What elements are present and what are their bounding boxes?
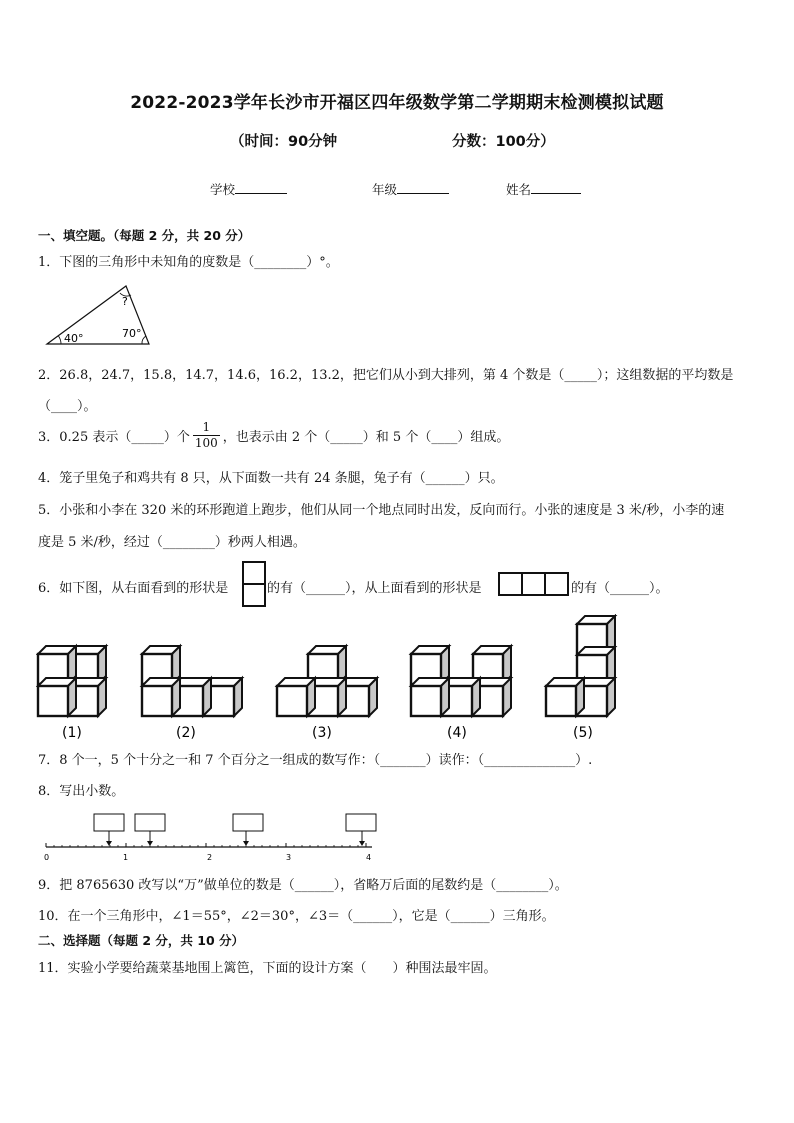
question-11: 11．实验小学要给蔬菜基地围上篱笆，下面的设计方案（ ）种围法最牢固。 (38, 961, 497, 976)
angle-label-40: 40° (64, 332, 84, 345)
exam-time: （时间：90分钟 (230, 134, 338, 150)
cube-figures (36, 614, 626, 744)
question-3-post: ，也表示由 2 个（_____）和 5 个（____）组成。 (222, 430, 510, 445)
question-2-line-2: （____）。 (38, 399, 97, 414)
section-2-heading: 二、选择题（每题 2 分，共 10 分） (38, 933, 245, 948)
question-5-line-1: 5．小张和小李在 320 米的环形跑道上跑步，他们从同一个地点同时出发，反向而行。小张的速度是 3 米/秒，小李的速 (38, 503, 725, 518)
question-6-part-1: 6．如下图，从右面看到的形状是 (38, 581, 229, 596)
figure-2 (142, 646, 242, 716)
top-view-square-1 (499, 573, 522, 595)
grade-blank (397, 181, 449, 194)
question-4: 4．笼子里兔子和鸡共有 8 只，从下面数一共有 24 条腿，兔子有（______）只。 (38, 471, 504, 486)
answer-box-4 (346, 814, 376, 846)
figure-label-3: (3) (312, 725, 332, 741)
figure-label-2: (2) (176, 725, 196, 741)
fraction-denominator: 100 (194, 436, 218, 450)
section-1-heading: 一、填空题。（每题 2 分，共 20 分） (38, 228, 251, 243)
exam-score: 分数：100分） (452, 134, 555, 150)
fraction-numerator: 1 (193, 420, 220, 436)
grade-label: 年级 (372, 182, 398, 197)
tick-label-2: 2 (207, 853, 213, 862)
question-9: 9．把 8765630 改写以“万”做单位的数是（______），省略万后面的尾数约是（________）。 (38, 878, 568, 893)
angle-arc-left (59, 336, 62, 344)
question-8: 8．写出小数。 (38, 784, 125, 799)
question-2-line-1: 2．26.8，24.7，15.8，14.7，14.6，16.2，13.2，把它们从小到大排列，第 4 个数是（_____）；这组数据的平均数是 (38, 368, 734, 383)
question-1: 1．下图的三角形中未知角的度数是（________）°。 (38, 255, 339, 270)
angle-label-unknown: ? (122, 295, 128, 308)
answer-box-2 (135, 814, 165, 846)
number-line-figure (40, 810, 380, 864)
side-view-shape (241, 560, 267, 610)
figure-5 (546, 616, 615, 716)
top-view-square-2 (522, 573, 545, 595)
number-line-ticks (46, 843, 366, 847)
grade-field (372, 180, 449, 198)
angle-arc-right (142, 336, 146, 344)
tick-label-4: 4 (366, 853, 372, 862)
fraction (193, 420, 220, 451)
school-field (210, 180, 287, 198)
question-6-part-2: 的有（______），从上面看到的形状是 (267, 581, 482, 596)
school-label: 学校 (210, 182, 236, 197)
figure-label-5: (5) (573, 725, 593, 741)
name-blank (531, 181, 581, 194)
school-blank (235, 181, 287, 194)
side-view-top-square (243, 562, 265, 584)
tick-label-0: 0 (44, 853, 50, 862)
figure-1 (38, 646, 106, 716)
answer-box-3 (233, 814, 263, 846)
top-view-shape (497, 571, 571, 599)
question-6-part-3: 的有（______）。 (571, 581, 669, 596)
figure-label-1: (1) (62, 725, 82, 741)
page-title: 2022-2023学年长沙市开福区四年级数学第二学期期末检测模拟试题 (130, 93, 664, 113)
answer-box-1 (94, 814, 124, 846)
question-3-pre: 3．0.25 表示（_____）个 (38, 430, 190, 445)
figure-3 (277, 646, 377, 716)
figure-4 (411, 646, 511, 716)
top-view-square-3 (545, 573, 568, 595)
tick-label-1: 1 (123, 853, 129, 862)
question-7: 7．8 个一，5 个十分之一和 7 个百分之一组成的数写作：（_______）读作：（______________）. (38, 753, 593, 768)
name-label: 姓名 (506, 182, 532, 197)
question-6 (38, 577, 228, 596)
question-3 (38, 420, 509, 451)
angle-label-70: 70° (122, 327, 142, 340)
question-10: 10．在一个三角形中，∠1＝55°，∠2＝30°，∠3＝（______），它是（______）三角形。 (38, 909, 555, 924)
figure-label-4: (4) (447, 725, 467, 741)
triangle-figure (42, 283, 157, 347)
tick-label-3: 3 (286, 853, 292, 862)
question-5-line-2: 度是 5 米/秒，经过（________）秒两人相遇。 (38, 535, 306, 550)
side-view-bottom-square (243, 584, 265, 606)
name-field (506, 180, 581, 198)
